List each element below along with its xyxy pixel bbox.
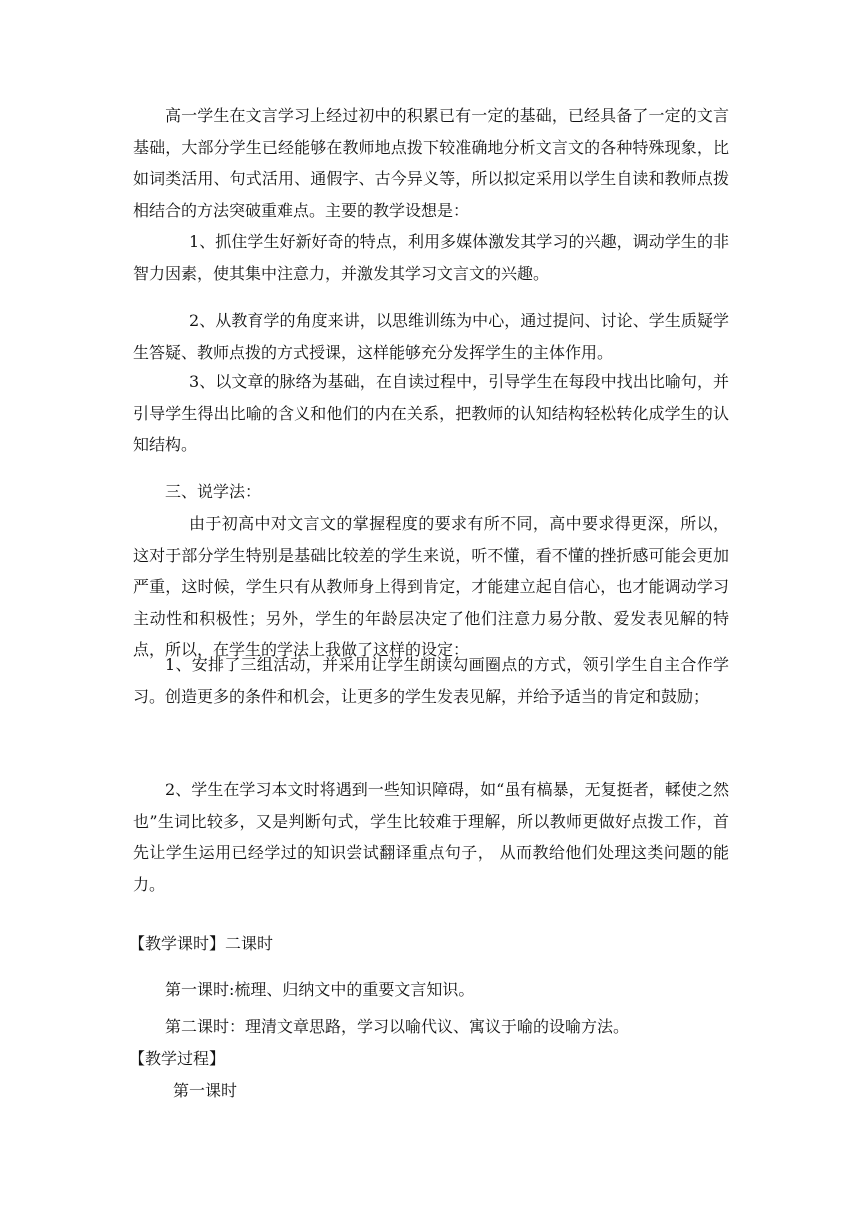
teaching-idea-3: 3、以文章的脉络为基础，在自读过程中，引导学生在每段中找出比喻句，并引导学生得出比喻的含义和他们的内在关系，把教师的认知结构轻松转化成学生的认知结构。 [133,372,729,454]
lesson-two-summary: 第二课时：理清文章思路，学习以喻代议、寓议于喻的设喻方法。 [165,1017,630,1036]
teaching-hours-heading: 【教学课时】二课时 [129,934,274,953]
teaching-process-heading: 【教学过程】 [129,1049,226,1068]
first-lesson-heading: 第一课时 [173,1081,238,1100]
teaching-idea-1: 1、抓住学生好新好奇的特点，利用多媒体激发其学习的兴趣，调动学生的非智力因素，使其集中注意力，并激发其学习文言文的兴趣。 [133,232,729,283]
learning-method-paragraph: 由于初高中对文言文的掌握程度的要求有所不同，高中要求得更深，所以，这对于部分学生特别是基础比较差的学生来说，听不懂，看不懂的挫折感可能会更加严重，这时候，学生只有从教师身上得到肯定，才能建立起自信心，也才能调动学习主动性和积极性；另外，学生的年龄层决定了他们注意力易分散、爱发表见解的特点，所以，在学生的学法上我做了这样的设定： [133,514,729,659]
lesson-one-summary: 第一课时:梳理、归纳文中的重要文言知识。 [165,980,475,999]
section-heading-learning-method: 三、说学法： [165,482,262,501]
learning-method-1: 1、安排了三组活动，并采用让学生朗读勾画圈点的方式，领引学生自主合作学习。创造更多的条件和机会，让更多的学生发表见解，并给予适当的肯定和鼓励； [133,655,729,706]
teaching-idea-2: 2、从教育学的角度来讲，以思维训练为中心，通过提问、讨论、学生质疑学生答疑、教师点拨的方式授课，这样能够充分发挥学生的主体作用。 [133,311,729,362]
learning-method-2: 2、学生在学习本文时将遇到一些知识障碍，如“虽有槁暴，无复挺者，輮使之然也”生词比较多，又是判断句式，学生比较难于理解，所以教师更做好点拨工作，首先让学生运用已经学过的知识尝试翻译重点句子， 从而教给他们处理这类问题的能力。 [133,780,729,894]
intro-paragraph: 高一学生在文言学习上经过初中的积累已有一定的基础，已经具备了一定的文言基础，大部分学生已经能够在教师地点拨下较准确地分析文言文的各种特殊现象，比如词类活用、句式活用、通假字、古今异义等，所以拟定采用以学生自读和教师点拨相结合的方法突破重难点。主要的教学设想是： [133,106,729,220]
